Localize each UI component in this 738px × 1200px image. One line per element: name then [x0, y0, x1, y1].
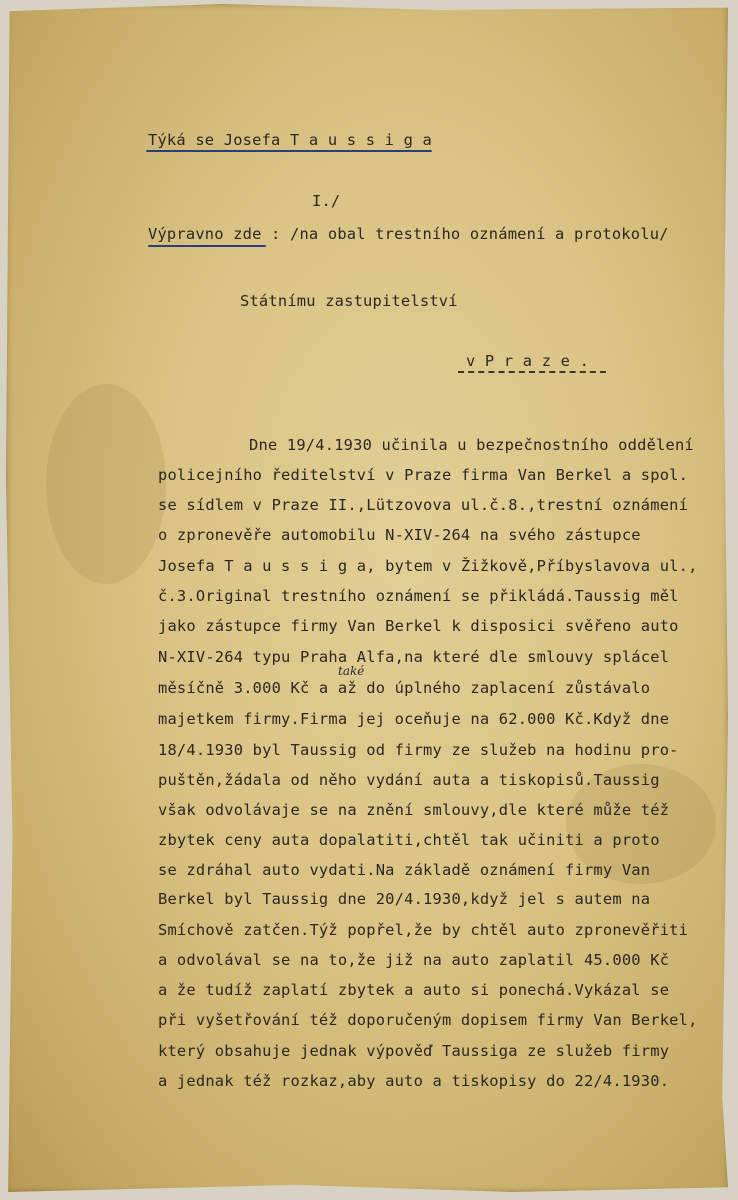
section-number: I./ [312, 192, 341, 210]
body-line: Josefa T a u s s i g a, bytem v Žižkově,Příbyslavova ul., [158, 557, 698, 575]
body-line: se sídlem v Praze II.,Lützovova ul.č.8.,trestní oznámení [158, 496, 689, 514]
body-line: 18/4.1930 byl Taussig od firmy ze služeb na hodinu pro- [158, 741, 679, 759]
body-line: policejního ředitelství v Praze firma Van Berkel a spol. [158, 466, 689, 484]
location-underline [458, 371, 606, 373]
body-line: a že tudíž zaplatí zbytek a auto si ponechá.Vykázal se [158, 981, 670, 999]
body-line: zbytek ceny auta dopalatiti,chtěl tak učiniti a proto [158, 831, 660, 849]
body-line: při vyšetřování též doporučeným dopisem firmy Van Berkel, [158, 1011, 698, 1029]
body-line: o zpronevěře automobilu N-XIV-264 na svého zástupce [158, 526, 641, 544]
body-line: a jednak též rozkaz,aby auto a tiskopisy do 22/4.1930. [158, 1072, 670, 1090]
paper-stain [46, 384, 166, 584]
location: v P r a z e . [466, 352, 590, 370]
addressee: Státnímu zastupitelství [240, 292, 458, 310]
body-line: č.3.Original trestního oznámení se přikládá.Taussig měl [158, 587, 679, 605]
body-line: N-XIV-264 typu Praha Alfa,na které dle smlouvy splácel [158, 648, 670, 666]
subject-line: Týká se Josefa T a u s s i g a [148, 131, 432, 149]
body-line: měsíčně 3.000 Kč a až do úplného zaplacení zůstávalo [158, 679, 651, 697]
body-line: se zdráhal auto vydati.Na základě oznámení firmy Van [158, 861, 651, 879]
body-line: jako zástupce firmy Van Berkel k disposici svěřeno auto [158, 617, 679, 635]
dispatch-line: Výpravno zde : /na obal trestního oznámení a protokolu/ [148, 225, 669, 243]
dispatch-underline [148, 245, 266, 247]
body-line: však odvolávaje se na znění smlouvy,dle které může též [158, 801, 670, 819]
handwritten-note: také [338, 664, 365, 678]
body-line: Berkel byl Taussig dne 20/4.1930,když jel s autem na [158, 890, 651, 908]
subject-underline [146, 150, 432, 152]
body-line: Dne 19/4.1930 učinila u bezpečnostního oddělení [249, 436, 694, 454]
body-line: Smíchově zatčen.Týž popřel,že by chtěl auto zpronevěřiti [158, 921, 689, 939]
body-line: který obsahuje jednak výpověď Taussiga ze služeb firmy [158, 1042, 670, 1060]
body-line: a odvolával se na to,že již na auto zaplatil 45.000 Kč [158, 951, 670, 969]
body-line: majetkem firmy.Firma jej oceňuje na 62.000 Kč.Když dne [158, 710, 670, 728]
body-line: puštěn,žádala od něho vydání auta a tiskopisů.Taussig [158, 771, 660, 789]
